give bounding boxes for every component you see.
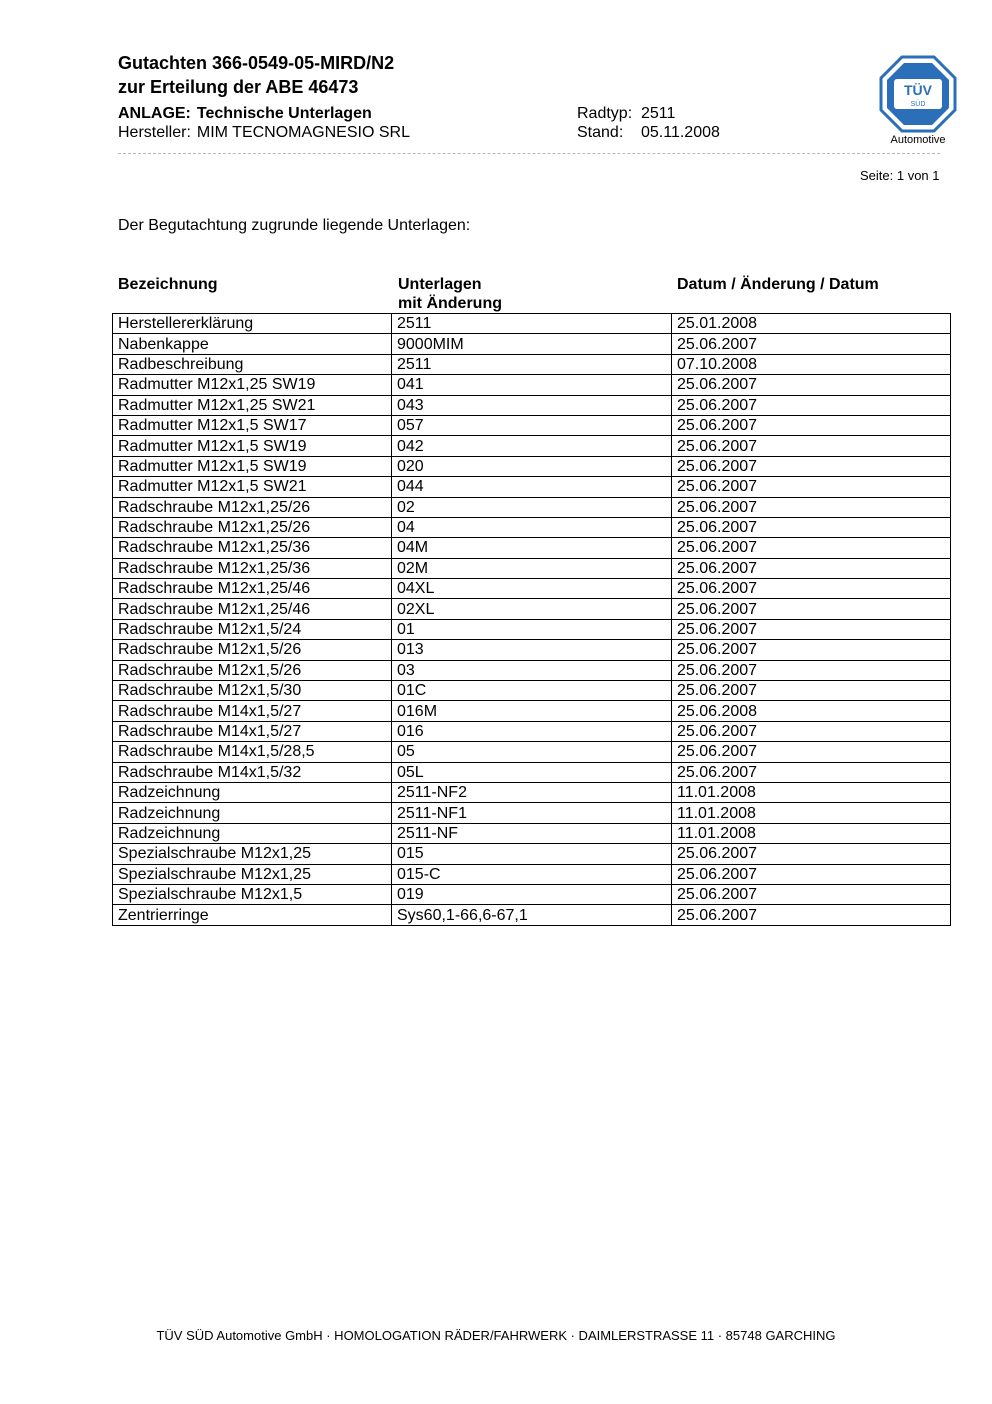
cell-bezeichnung: Radschraube M12x1,5/26: [113, 640, 392, 660]
table-row: [113, 334, 951, 354]
cell-bezeichnung: Radmutter M12x1,5 SW19: [113, 436, 392, 456]
radtyp-line: [577, 105, 675, 123]
table-row: [113, 803, 951, 823]
cell-datum: 25.06.2007: [672, 579, 951, 599]
cell-unterlagen: 01: [392, 619, 672, 639]
cell-datum: 25.06.2007: [672, 415, 951, 435]
column-header-bezeichnung: Bezeichnung: [118, 276, 218, 293]
table-row: [113, 640, 951, 660]
cell-bezeichnung: Radschraube M12x1,5/30: [113, 681, 392, 701]
documents-table: [112, 313, 951, 926]
cell-bezeichnung: Radschraube M12x1,5/26: [113, 660, 392, 680]
cell-datum: 25.06.2007: [672, 884, 951, 904]
table-row: [113, 762, 951, 782]
cell-bezeichnung: Spezialschraube M12x1,25: [113, 864, 392, 884]
cell-unterlagen: 042: [392, 436, 672, 456]
cell-unterlagen: Sys60,1-66,6-67,1: [392, 905, 672, 925]
cell-datum: 25.06.2007: [672, 375, 951, 395]
cell-datum: 25.06.2007: [672, 497, 951, 517]
cell-unterlagen: 02XL: [392, 599, 672, 619]
table-row: [113, 844, 951, 864]
cell-unterlagen: 02M: [392, 558, 672, 578]
radtyp-value: 2511: [641, 105, 676, 122]
anlage-line: [118, 105, 372, 123]
stand-label: Stand:: [577, 124, 624, 141]
cell-unterlagen: 041: [392, 375, 672, 395]
cell-unterlagen: 04XL: [392, 579, 672, 599]
cell-datum: 25.06.2007: [672, 864, 951, 884]
column-header-unterlagen: [398, 275, 502, 313]
cell-bezeichnung: Radschraube M14x1,5/32: [113, 762, 392, 782]
cell-bezeichnung: Radschraube M14x1,5/27: [113, 701, 392, 721]
table-row: [113, 314, 951, 334]
table-row: [113, 579, 951, 599]
cell-unterlagen: 01C: [392, 681, 672, 701]
cell-bezeichnung: Radmutter M12x1,5 SW19: [113, 456, 392, 476]
cell-unterlagen: 013: [392, 640, 672, 660]
cell-datum: 25.06.2007: [672, 762, 951, 782]
cell-bezeichnung: Radschraube M12x1,25/36: [113, 558, 392, 578]
cell-datum: 25.06.2008: [672, 701, 951, 721]
cell-datum: 25.06.2007: [672, 721, 951, 741]
cell-datum: 25.06.2007: [672, 844, 951, 864]
cell-unterlagen: 019: [392, 884, 672, 904]
table-row: [113, 375, 951, 395]
table-row: [113, 619, 951, 639]
cell-datum: 25.06.2007: [672, 538, 951, 558]
column-header-unterlagen-line2: mit Änderung: [398, 295, 502, 312]
tuv-sud-logo: [878, 54, 958, 150]
cell-unterlagen: 020: [392, 456, 672, 476]
cell-bezeichnung: Radschraube M12x1,25/46: [113, 599, 392, 619]
cell-unterlagen: 04M: [392, 538, 672, 558]
intro-text: Der Begutachtung zugrunde liegende Unterlagen:: [118, 217, 471, 234]
cell-unterlagen: 015-C: [392, 864, 672, 884]
cell-bezeichnung: Radschraube M12x1,25/26: [113, 517, 392, 537]
cell-unterlagen: 03: [392, 660, 672, 680]
cell-unterlagen: 015: [392, 844, 672, 864]
cell-datum: 25.06.2007: [672, 640, 951, 660]
table-row: [113, 456, 951, 476]
cell-datum: 25.06.2007: [672, 395, 951, 415]
cell-unterlagen: 2511: [392, 314, 672, 334]
cell-bezeichnung: Spezialschraube M12x1,5: [113, 884, 392, 904]
cell-bezeichnung: Radschraube M12x1,25/26: [113, 497, 392, 517]
table-row: [113, 823, 951, 843]
cell-unterlagen: 2511-NF2: [392, 782, 672, 802]
cell-bezeichnung: Radschraube M12x1,5/24: [113, 619, 392, 639]
cell-datum: 25.06.2007: [672, 742, 951, 762]
cell-bezeichnung: Spezialschraube M12x1,25: [113, 844, 392, 864]
logo-mark-bottom: SÜD: [910, 101, 926, 108]
cell-datum: 25.06.2007: [672, 619, 951, 639]
cell-bezeichnung: Radzeichnung: [113, 782, 392, 802]
table-row: [113, 436, 951, 456]
table-row: [113, 538, 951, 558]
cell-unterlagen: 05: [392, 742, 672, 762]
cell-bezeichnung: Radmutter M12x1,5 SW17: [113, 415, 392, 435]
cell-bezeichnung: Radmutter M12x1,25 SW19: [113, 375, 392, 395]
cell-bezeichnung: Radschraube M14x1,5/28,5: [113, 742, 392, 762]
cell-datum: 25.06.2007: [672, 558, 951, 578]
cell-datum: 25.06.2007: [672, 456, 951, 476]
cell-datum: 11.01.2008: [672, 823, 951, 843]
cell-datum: 11.01.2008: [672, 803, 951, 823]
hersteller-line: [118, 124, 410, 142]
cell-datum: 07.10.2008: [672, 354, 951, 374]
document-title: Gutachten 366-0549-05-MIRD/N2: [118, 53, 395, 73]
cell-datum: 25.01.2008: [672, 314, 951, 334]
cell-datum: 25.06.2007: [672, 599, 951, 619]
page-footer: TÜV SÜD Automotive GmbH · HOMOLOGATION RÄDER/FAHRWERK · DAIMLERSTRASSE 11 · 85748 GARCHING: [156, 1328, 836, 1343]
cell-datum: 25.06.2007: [672, 681, 951, 701]
column-header-datum: Datum / Änderung / Datum: [677, 276, 879, 293]
table-row: [113, 517, 951, 537]
tuv-octagon-icon: [878, 54, 958, 134]
cell-bezeichnung: Radschraube M14x1,5/27: [113, 721, 392, 741]
cell-unterlagen: 016M: [392, 701, 672, 721]
document-subtitle: zur Erteilung der ABE 46473: [118, 77, 359, 97]
table-row: [113, 477, 951, 497]
table-row: [113, 701, 951, 721]
header-divider: [118, 153, 940, 154]
cell-datum: 25.06.2007: [672, 477, 951, 497]
cell-datum: 25.06.2007: [672, 517, 951, 537]
cell-unterlagen: 043: [392, 395, 672, 415]
table-row: [113, 558, 951, 578]
stand-value: 05.11.2008: [641, 124, 720, 141]
cell-unterlagen: 9000MIM: [392, 334, 672, 354]
table-row: [113, 395, 951, 415]
cell-bezeichnung: Radbeschreibung: [113, 354, 392, 374]
cell-unterlagen: 2511-NF: [392, 823, 672, 843]
hersteller-label: Hersteller:: [118, 124, 191, 141]
cell-unterlagen: 016: [392, 721, 672, 741]
radtyp-label: Radtyp:: [577, 105, 633, 122]
column-header-unterlagen-line1: Unterlagen: [398, 276, 482, 293]
page-info: Seite: 1 von 1: [860, 168, 940, 183]
hersteller-value: MIM TECNOMAGNESIO SRL: [196, 124, 410, 141]
table-row: [113, 599, 951, 619]
cell-bezeichnung: Nabenkappe: [113, 334, 392, 354]
table-row: [113, 742, 951, 762]
cell-bezeichnung: Radschraube M12x1,25/46: [113, 579, 392, 599]
cell-bezeichnung: Radzeichnung: [113, 803, 392, 823]
table-row: [113, 681, 951, 701]
table-row: [113, 497, 951, 517]
cell-bezeichnung: Radzeichnung: [113, 823, 392, 843]
table-row: [113, 354, 951, 374]
anlage-label: ANLAGE:: [118, 105, 191, 122]
cell-unterlagen: 2511: [392, 354, 672, 374]
cell-bezeichnung: Herstellererklärung: [113, 314, 392, 334]
cell-unterlagen: 02: [392, 497, 672, 517]
stand-line: [577, 124, 720, 142]
cell-unterlagen: 05L: [392, 762, 672, 782]
anlage-value: Technische Unterlagen: [196, 105, 372, 122]
table-row: [113, 415, 951, 435]
cell-datum: 25.06.2007: [672, 905, 951, 925]
cell-bezeichnung: Radmutter M12x1,25 SW21: [113, 395, 392, 415]
cell-bezeichnung: Radschraube M12x1,25/36: [113, 538, 392, 558]
table-row: [113, 905, 951, 925]
cell-unterlagen: 044: [392, 477, 672, 497]
cell-unterlagen: 04: [392, 517, 672, 537]
logo-caption: Automotive: [890, 134, 946, 146]
cell-datum: 25.06.2007: [672, 436, 951, 456]
logo-mark-top: TÜV: [904, 82, 932, 98]
cell-bezeichnung: Radmutter M12x1,5 SW21: [113, 477, 392, 497]
cell-datum: 25.06.2007: [672, 660, 951, 680]
table-row: [113, 884, 951, 904]
cell-datum: 11.01.2008: [672, 782, 951, 802]
table-row: [113, 782, 951, 802]
table-row: [113, 864, 951, 884]
table-row: [113, 660, 951, 680]
cell-datum: 25.06.2007: [672, 334, 951, 354]
cell-unterlagen: 057: [392, 415, 672, 435]
cell-unterlagen: 2511-NF1: [392, 803, 672, 823]
cell-bezeichnung: Zentrierringe: [113, 905, 392, 925]
table-row: [113, 721, 951, 741]
